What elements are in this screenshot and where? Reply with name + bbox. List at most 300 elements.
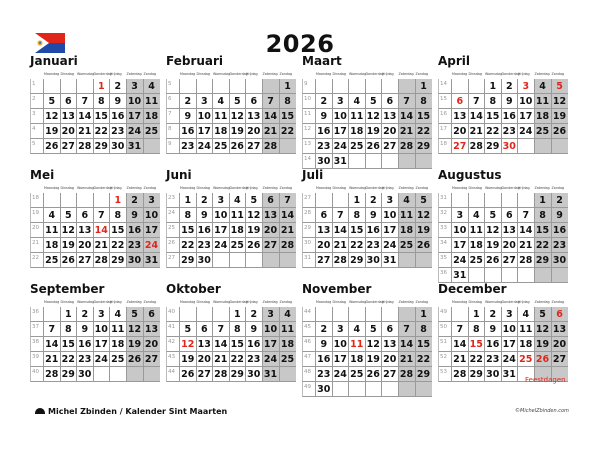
week-number: 46: [302, 337, 315, 352]
day-cell: 29: [415, 367, 432, 382]
day-cell: 10: [501, 322, 518, 337]
week-number: 39: [30, 352, 43, 367]
weekday-header: [438, 184, 568, 193]
week-row: [30, 238, 160, 253]
empty-day-cell: [348, 382, 365, 397]
day-cell: 8: [179, 208, 196, 223]
week-number: 43: [166, 352, 179, 367]
day-cell: 5: [229, 94, 246, 109]
month-name: April: [438, 54, 471, 68]
day-cell: 15: [109, 223, 126, 238]
week-row: [166, 253, 296, 268]
day-cell: 27: [501, 253, 518, 268]
day-cell: 16: [179, 124, 196, 139]
day-cell: 4: [279, 307, 296, 322]
day-cell: 19: [534, 337, 551, 352]
empty-day-cell: [43, 79, 60, 94]
day-cell: 21: [76, 124, 93, 139]
day-cell: 27: [451, 139, 468, 154]
day-cell: 9: [179, 109, 196, 124]
weekday-label: Vrijdag: [518, 72, 530, 76]
day-cell: 2: [196, 193, 213, 208]
day-cell: 29: [109, 253, 126, 268]
day-cell: 19: [229, 124, 246, 139]
empty-day-cell: [245, 79, 262, 94]
day-cell: 2: [315, 322, 332, 337]
weekday-label: Dinsdag: [468, 72, 482, 76]
empty-day-cell: [381, 79, 398, 94]
footer-website: ©MichelZbinden.com: [515, 408, 569, 414]
day-cell: 20: [551, 337, 568, 352]
day-cell: 15: [179, 223, 196, 238]
week-number: 50: [438, 322, 451, 337]
day-cell: 8: [415, 94, 432, 109]
empty-day-cell: [517, 268, 534, 283]
day-cell: 29: [534, 253, 551, 268]
week-row: [438, 223, 568, 238]
day-cell: 16: [315, 352, 332, 367]
day-cell: 1: [348, 193, 365, 208]
day-cell: 31: [126, 139, 143, 154]
day-cell: 13: [245, 109, 262, 124]
author-logo-icon: [35, 408, 45, 414]
day-cell: 30: [126, 253, 143, 268]
weekday-label: Zondag: [279, 72, 293, 76]
empty-day-cell: [262, 253, 279, 268]
day-cell: 7: [398, 94, 415, 109]
day-cell: 9: [196, 208, 213, 223]
week-number: 18: [30, 193, 43, 208]
weekday-label: Zaterdag: [398, 300, 414, 304]
day-cell: 2: [245, 307, 262, 322]
day-cell: 7: [398, 322, 415, 337]
day-cell: 19: [484, 238, 501, 253]
weekday-label: Zaterdag: [126, 300, 142, 304]
weekday-label: Woensdag: [485, 300, 503, 304]
day-cell: 1: [415, 79, 432, 94]
week-row: [30, 208, 160, 223]
empty-day-cell: [381, 154, 398, 169]
empty-day-cell: [332, 307, 349, 322]
empty-day-cell: [332, 382, 349, 397]
week-row: [302, 208, 432, 223]
day-cell: 15: [415, 109, 432, 124]
day-cell: 5: [551, 79, 568, 94]
empty-day-cell: [93, 193, 110, 208]
empty-day-cell: [315, 307, 332, 322]
week-row: [438, 322, 568, 337]
week-row: [438, 268, 568, 283]
weekday-label: Maandag: [180, 186, 196, 190]
day-cell: 17: [381, 223, 398, 238]
weekday-label: Woensdag: [349, 300, 367, 304]
day-cell: 9: [365, 208, 382, 223]
day-cell: 2: [76, 307, 93, 322]
day-cell: 16: [365, 223, 382, 238]
day-cell: 1: [468, 307, 485, 322]
day-cell: 18: [468, 238, 485, 253]
weekday-label: Donderdag: [229, 186, 248, 190]
week-row: [166, 307, 296, 322]
empty-day-cell: [93, 367, 110, 382]
day-cell: 19: [43, 124, 60, 139]
day-cell: 21: [212, 352, 229, 367]
day-cell: 10: [332, 109, 349, 124]
empty-day-cell: [212, 79, 229, 94]
empty-day-cell: [143, 367, 160, 382]
day-cell: 22: [415, 352, 432, 367]
empty-day-cell: [262, 79, 279, 94]
day-cell: 8: [534, 208, 551, 223]
day-cell: 10: [262, 322, 279, 337]
day-cell: 25: [43, 253, 60, 268]
empty-day-cell: [76, 193, 93, 208]
weekday-header: [30, 70, 160, 79]
weekday-label: Woensdag: [77, 300, 95, 304]
day-cell: 2: [484, 307, 501, 322]
day-cell: 29: [179, 253, 196, 268]
empty-day-cell: [415, 154, 432, 169]
day-cell: 11: [212, 109, 229, 124]
day-cell: 17: [93, 337, 110, 352]
day-cell: 1: [179, 193, 196, 208]
week-number: 36: [30, 307, 43, 322]
week-row: [438, 337, 568, 352]
day-cell: 3: [517, 79, 534, 94]
day-cell: 24: [501, 352, 518, 367]
day-cell: 16: [109, 109, 126, 124]
week-number: 27: [302, 193, 315, 208]
empty-day-cell: [415, 382, 432, 397]
empty-day-cell: [365, 154, 382, 169]
day-cell: 21: [398, 352, 415, 367]
day-cell: 8: [468, 322, 485, 337]
week-row: [166, 109, 296, 124]
week-number: 28: [302, 208, 315, 223]
day-cell: 5: [365, 94, 382, 109]
empty-day-cell: [179, 307, 196, 322]
weekday-label: Donderdag: [501, 300, 520, 304]
week-number: 36: [438, 268, 451, 283]
week-row: [302, 124, 432, 139]
week-row: [302, 238, 432, 253]
day-cell: 25: [143, 124, 160, 139]
week-row: [438, 109, 568, 124]
day-cell: 22: [484, 124, 501, 139]
day-cell: 28: [468, 139, 485, 154]
empty-day-cell: [348, 79, 365, 94]
day-cell: 7: [76, 94, 93, 109]
empty-day-cell: [468, 79, 485, 94]
day-cell: 25: [229, 238, 246, 253]
empty-day-cell: [332, 79, 349, 94]
day-cell: 17: [501, 337, 518, 352]
week-number: 17: [438, 124, 451, 139]
weekday-label: Maandag: [44, 72, 60, 76]
day-cell: 9: [484, 322, 501, 337]
day-cell: 29: [468, 367, 485, 382]
empty-day-cell: [517, 193, 534, 208]
day-cell: 25: [212, 139, 229, 154]
day-cell: 3: [451, 208, 468, 223]
weekday-label: Dinsdag: [332, 300, 346, 304]
month-name: November: [302, 282, 372, 296]
day-cell: 28: [262, 139, 279, 154]
day-cell: 29: [93, 139, 110, 154]
footer-credit: [35, 407, 227, 416]
day-cell: 22: [279, 124, 296, 139]
month-name: Januari: [30, 54, 78, 68]
day-cell: 4: [229, 193, 246, 208]
day-cell: 12: [229, 109, 246, 124]
day-cell: 6: [76, 208, 93, 223]
day-cell: 17: [517, 109, 534, 124]
day-cell: 23: [484, 352, 501, 367]
week-row: [30, 139, 160, 154]
day-cell: 22: [109, 238, 126, 253]
weekday-label: Woensdag: [77, 186, 95, 190]
day-cell: 1: [93, 79, 110, 94]
empty-day-cell: [332, 193, 349, 208]
day-cell: 6: [143, 307, 160, 322]
week-number: 34: [438, 238, 451, 253]
day-cell: 25: [468, 253, 485, 268]
day-cell: 28: [43, 367, 60, 382]
day-cell: 19: [415, 223, 432, 238]
day-cell: 27: [143, 352, 160, 367]
week-row: [30, 109, 160, 124]
week-number: 2: [30, 94, 43, 109]
day-cell: 19: [245, 223, 262, 238]
empty-day-cell: [279, 367, 296, 382]
day-cell: 5: [484, 208, 501, 223]
week-number: 49: [302, 382, 315, 397]
day-cell: 3: [501, 307, 518, 322]
weekday-label: Zaterdag: [126, 72, 142, 76]
weekday-label: Maandag: [452, 300, 468, 304]
day-cell: 17: [143, 223, 160, 238]
day-cell: 18: [143, 109, 160, 124]
day-cell: 19: [365, 352, 382, 367]
day-cell: 2: [315, 94, 332, 109]
week-row: [166, 352, 296, 367]
week-row: [302, 94, 432, 109]
weekday-label: Dinsdag: [468, 186, 482, 190]
day-cell: 12: [365, 337, 382, 352]
weekday-header: [302, 184, 432, 193]
day-cell: 29: [229, 367, 246, 382]
weekday-header: [166, 298, 296, 307]
weekday-label: Zaterdag: [126, 186, 142, 190]
week-row: [438, 253, 568, 268]
day-cell: 24: [451, 253, 468, 268]
day-cell: 25: [398, 238, 415, 253]
month-name: Oktober: [166, 282, 221, 296]
day-cell: 4: [43, 208, 60, 223]
day-cell: 14: [93, 223, 110, 238]
day-cell: 24: [381, 238, 398, 253]
weekday-label: Maandag: [452, 72, 468, 76]
day-cell: 9: [315, 109, 332, 124]
day-cell: 25: [517, 352, 534, 367]
empty-day-cell: [196, 307, 213, 322]
day-cell: 10: [381, 208, 398, 223]
day-cell: 13: [143, 322, 160, 337]
day-cell: 17: [451, 238, 468, 253]
day-cell: 12: [415, 208, 432, 223]
day-cell: 9: [126, 208, 143, 223]
weekday-label: Vrijdag: [382, 300, 394, 304]
day-cell: 23: [76, 352, 93, 367]
week-number: 44: [166, 367, 179, 382]
week-number: 23: [166, 193, 179, 208]
day-cell: 7: [262, 94, 279, 109]
weekday-header: [438, 70, 568, 79]
day-cell: 14: [43, 337, 60, 352]
day-cell: 23: [315, 139, 332, 154]
empty-day-cell: [468, 193, 485, 208]
day-cell: 23: [179, 139, 196, 154]
empty-day-cell: [381, 307, 398, 322]
day-cell: 5: [245, 193, 262, 208]
day-cell: 14: [262, 109, 279, 124]
day-cell: 27: [60, 139, 77, 154]
week-number: 49: [438, 307, 451, 322]
day-cell: 8: [415, 322, 432, 337]
day-cell: 12: [551, 94, 568, 109]
day-cell: 26: [245, 238, 262, 253]
sint-maarten-flag: [35, 33, 65, 53]
week-number: 13: [302, 139, 315, 154]
day-cell: 13: [196, 337, 213, 352]
day-cell: 11: [534, 94, 551, 109]
day-cell: 30: [501, 139, 518, 154]
week-number: 5: [30, 139, 43, 154]
weekday-label: Zondag: [551, 186, 565, 190]
day-cell: 6: [501, 208, 518, 223]
day-cell: 27: [381, 367, 398, 382]
empty-day-cell: [501, 193, 518, 208]
week-number: 11: [302, 109, 315, 124]
week-row: [302, 322, 432, 337]
day-cell: 24: [212, 238, 229, 253]
empty-day-cell: [415, 253, 432, 268]
calendar-year-title: 2026: [265, 30, 335, 58]
day-cell: 31: [501, 367, 518, 382]
week-number: 25: [166, 223, 179, 238]
week-number: 6: [166, 94, 179, 109]
weekday-label: Zondag: [279, 186, 293, 190]
day-cell: 21: [398, 124, 415, 139]
day-cell: 15: [348, 223, 365, 238]
day-cell: 14: [332, 223, 349, 238]
day-cell: 6: [551, 307, 568, 322]
empty-day-cell: [279, 253, 296, 268]
week-row: [302, 79, 432, 94]
weekday-label: Dinsdag: [196, 300, 210, 304]
day-cell: 1: [109, 193, 126, 208]
weekday-label: Woensdag: [349, 72, 367, 76]
day-cell: 21: [468, 124, 485, 139]
day-cell: 8: [109, 208, 126, 223]
day-cell: 18: [109, 337, 126, 352]
day-cell: 31: [143, 253, 160, 268]
day-cell: 6: [381, 322, 398, 337]
day-cell: 31: [381, 253, 398, 268]
week-row: [166, 193, 296, 208]
empty-day-cell: [76, 79, 93, 94]
day-cell: 19: [60, 238, 77, 253]
empty-day-cell: [534, 139, 551, 154]
day-cell: 4: [212, 94, 229, 109]
weekday-label: Maandag: [44, 300, 60, 304]
empty-day-cell: [365, 79, 382, 94]
day-cell: 3: [262, 307, 279, 322]
month-name: September: [30, 282, 105, 296]
weekday-label: Vrijdag: [110, 300, 122, 304]
day-cell: 7: [93, 208, 110, 223]
day-cell: 2: [501, 79, 518, 94]
month-name: Augustus: [438, 168, 502, 182]
day-cell: 3: [126, 79, 143, 94]
weekday-label: Dinsdag: [60, 300, 74, 304]
day-cell: 13: [262, 208, 279, 223]
empty-day-cell: [451, 193, 468, 208]
weekday-header: [438, 298, 568, 307]
week-number: 40: [166, 307, 179, 322]
day-cell: 13: [381, 109, 398, 124]
day-cell: 20: [451, 124, 468, 139]
week-row: [166, 139, 296, 154]
day-cell: 3: [381, 193, 398, 208]
day-cell: 22: [415, 124, 432, 139]
week-row: [30, 337, 160, 352]
empty-day-cell: [398, 253, 415, 268]
day-cell: 12: [484, 223, 501, 238]
weekday-label: Vrijdag: [518, 186, 530, 190]
week-number: 9: [302, 79, 315, 94]
day-cell: 15: [484, 109, 501, 124]
week-row: [302, 139, 432, 154]
week-row: [302, 109, 432, 124]
day-cell: 14: [398, 109, 415, 124]
day-cell: 26: [179, 367, 196, 382]
empty-day-cell: [365, 307, 382, 322]
week-number: 30: [302, 238, 315, 253]
week-number: 27: [166, 253, 179, 268]
weekday-label: Vrijdag: [246, 72, 258, 76]
day-cell: 20: [501, 238, 518, 253]
week-row: [30, 193, 160, 208]
week-number: 44: [302, 307, 315, 322]
day-cell: 26: [365, 139, 382, 154]
day-cell: 16: [484, 337, 501, 352]
empty-day-cell: [109, 367, 126, 382]
weekday-label: Donderdag: [365, 72, 384, 76]
weekday-label: Donderdag: [501, 186, 520, 190]
week-row: [30, 253, 160, 268]
week-number: 9: [166, 139, 179, 154]
weekday-label: Woensdag: [77, 72, 95, 76]
empty-day-cell: [229, 79, 246, 94]
day-cell: 4: [398, 193, 415, 208]
weekday-label: Zondag: [551, 300, 565, 304]
day-cell: 16: [196, 223, 213, 238]
day-cell: 24: [332, 367, 349, 382]
week-number: 29: [302, 223, 315, 238]
weekday-label: Vrijdag: [110, 72, 122, 76]
week-row: [302, 382, 432, 397]
